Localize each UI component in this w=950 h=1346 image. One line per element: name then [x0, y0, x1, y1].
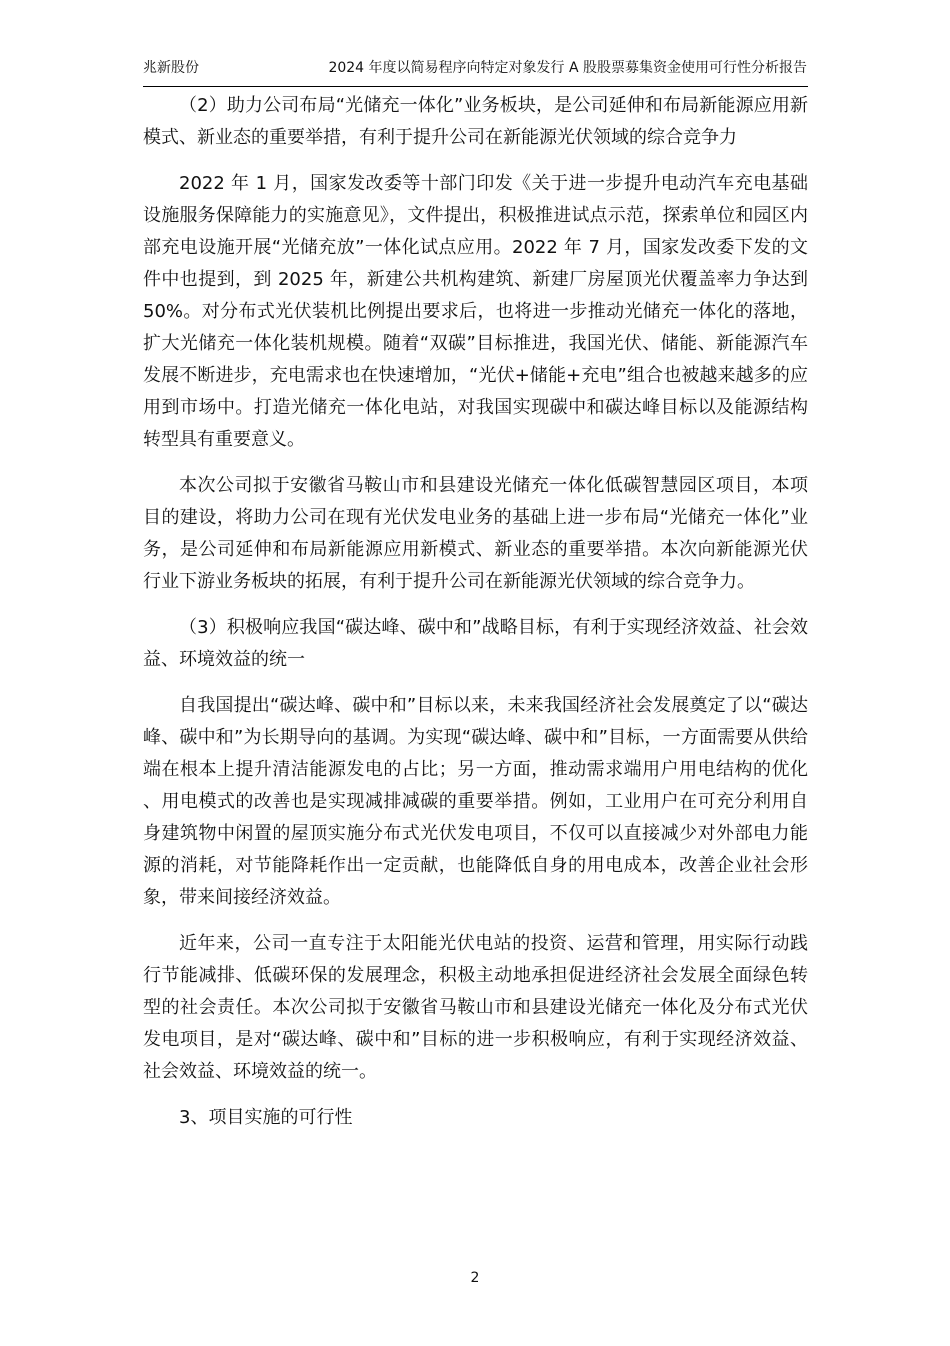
header-divider	[143, 86, 808, 87]
document-body	[143, 90, 808, 1148]
body-paragraph: 本次公司拟于安徽省马鞍山市和县建设光储充一体化低碳智慧园区项目，本项目的建设，将助力公司在现有光伏发电业务的基础上进一步布局“光储充一体化”业务，是公司延伸和布局新能源应用新模式、新业态的重要举措。本次向新能源光伏行业下游业务板块的拓展，有利于提升公司在新能源光伏领域的综合竞争力。	[143, 475, 808, 592]
body-paragraph: 自我国提出“碳达峰、碳中和”目标以来，未来我国经济社会发展奠定了以“碳达峰、碳中和”为长期导向的基调。为实现“碳达峰、碳中和”目标，一方面需要从供给端在根本上提升清洁能源发电的占比；另一方面，推动需求端用户用电结构的优化、用电模式的改善也是实现减排减碳的重要举措。例如，工业用户在可充分利用自身建筑物中闲置的屋顶实施分布式光伏发电项目，不仅可以直接减少对外部电力能源的消耗，对节能降耗作出一定贡献，也能降低自身的用电成本，改善企业社会形象，带来间接经济效益。	[143, 695, 808, 908]
body-paragraph: 近年来，公司一直专注于太阳能光伏电站的投资、运营和管理，用实际行动践行节能减排、低碳环保的发展理念，积极主动地承担促进经济社会发展全面绿色转型的社会责任。本次公司拟于安徽省马鞍山市和县建设光储充一体化及分布式光伏发电项目，是对“碳达峰、碳中和”目标的进一步积极响应，有利于实现经济效益、社会效益、环境效益的统一。	[143, 933, 808, 1082]
section-heading-3: （3）积极响应我国“碳达峰、碳中和”战略目标，有利于实现经济效益、社会效益、环境效益的统一	[143, 617, 808, 670]
section-heading-2: （2）助力公司布局“光储充一体化”业务板块，是公司延伸和布局新能源应用新模式、新业态的重要举措，有利于提升公司在新能源光伏领域的综合竞争力	[143, 95, 808, 148]
page-number: 2	[470, 1270, 480, 1286]
header-report-title: 2024 年度以简易程序向特定对象发行 A 股股票募集资金使用可行性分析报告	[328, 60, 807, 76]
header-company: 兆新股份	[143, 60, 199, 76]
subsection-heading: 3、项目实施的可行性	[179, 1107, 353, 1128]
body-paragraph: 2022 年 1 月，国家发改委等十部门印发《关于进一步提升电动汽车充电基础设施服务保障能力的实施意见》，文件提出，积极推进试点示范，探索单位和园区内部充电设施开展“光储充放”一体化试点应用。2022 年 7 月，国家发改委下发的文件中也提到，到 2025 年，新建公共机构建筑、新建厂房屋顶光伏覆盖率力争达到 50%。对分布式光伏装机比例提出要求后，也将进一步推动光储充一体化的落地，扩大光储充一体化装机规模。随着“双碳”目标推进，我国光伏、储能、新能源汽车发展不断进步，充电需求也在快速增加，“光伏+储能+充电”组合也被越来越多的应用到市场中。打造光储充一体化电站，对我国实现碳中和碳达峰目标以及能源结构转型具有重要意义。	[143, 173, 808, 450]
